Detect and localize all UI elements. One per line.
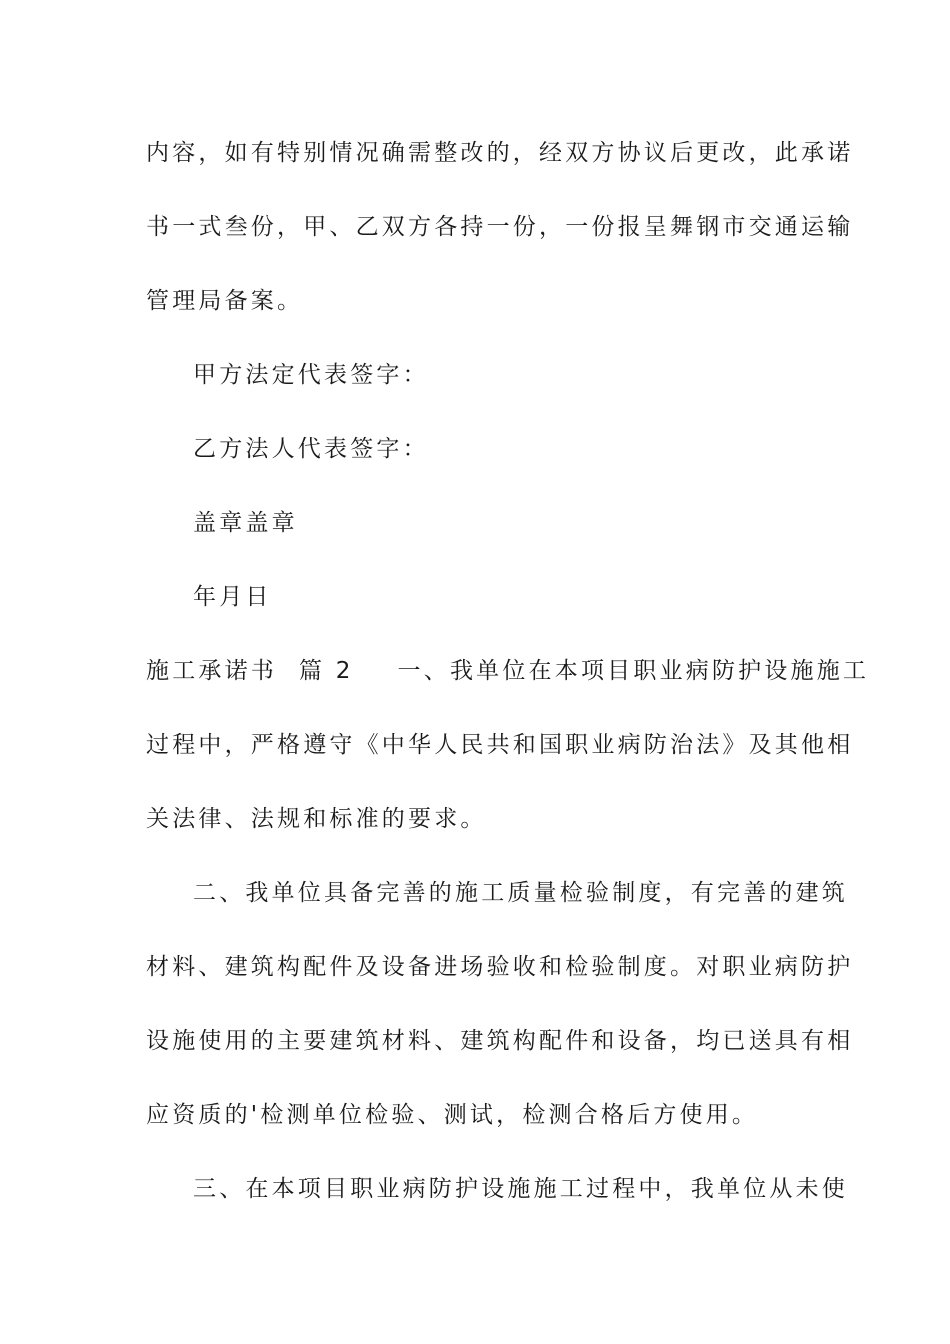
section-part-label: 篇 2 bbox=[299, 658, 354, 684]
section-heading-line bbox=[146, 656, 870, 686]
paragraph-line: 内容，如有特别情况确需整改的，经双方协议后更改，此承诺 bbox=[146, 140, 854, 166]
paragraph-line: 关法律、法规和标准的要求。 bbox=[146, 806, 487, 832]
paragraph-line: 材料、建筑构配件及设备进场验收和检验制度。对职业病防护 bbox=[146, 954, 854, 980]
paragraph-line: 管理局备案。 bbox=[146, 288, 304, 314]
date-line: 年月日 bbox=[193, 584, 272, 610]
party-b-signature-line: 乙方法人代表签字： bbox=[193, 436, 429, 462]
section-title: 施工承诺书 bbox=[146, 658, 277, 684]
section-first-clause: 一、我单位在本项目职业病防护设施施工 bbox=[397, 658, 870, 684]
paragraph-line: 三、在本项目职业病防护设施施工过程中，我单位从未使 bbox=[193, 1176, 848, 1202]
party-a-signature-line: 甲方法定代表签字： bbox=[193, 362, 429, 388]
paragraph-line: 书一式叁份，甲、乙双方各持一份，一份报呈舞钢市交通运输 bbox=[146, 214, 854, 240]
paragraph-line: 应资质的'检测单位检验、测试，检测合格后方使用。 bbox=[146, 1102, 759, 1128]
seal-line: 盖章盖章 bbox=[193, 510, 298, 536]
paragraph-line: 设施使用的主要建筑材料、建筑构配件和设备，均已送具有相 bbox=[146, 1028, 854, 1054]
paragraph-line: 过程中，严格遵守《中华人民共和国职业病防治法》及其他相 bbox=[146, 732, 854, 758]
paragraph-line: 二、我单位具备完善的施工质量检验制度，有完善的建筑 bbox=[193, 880, 848, 906]
